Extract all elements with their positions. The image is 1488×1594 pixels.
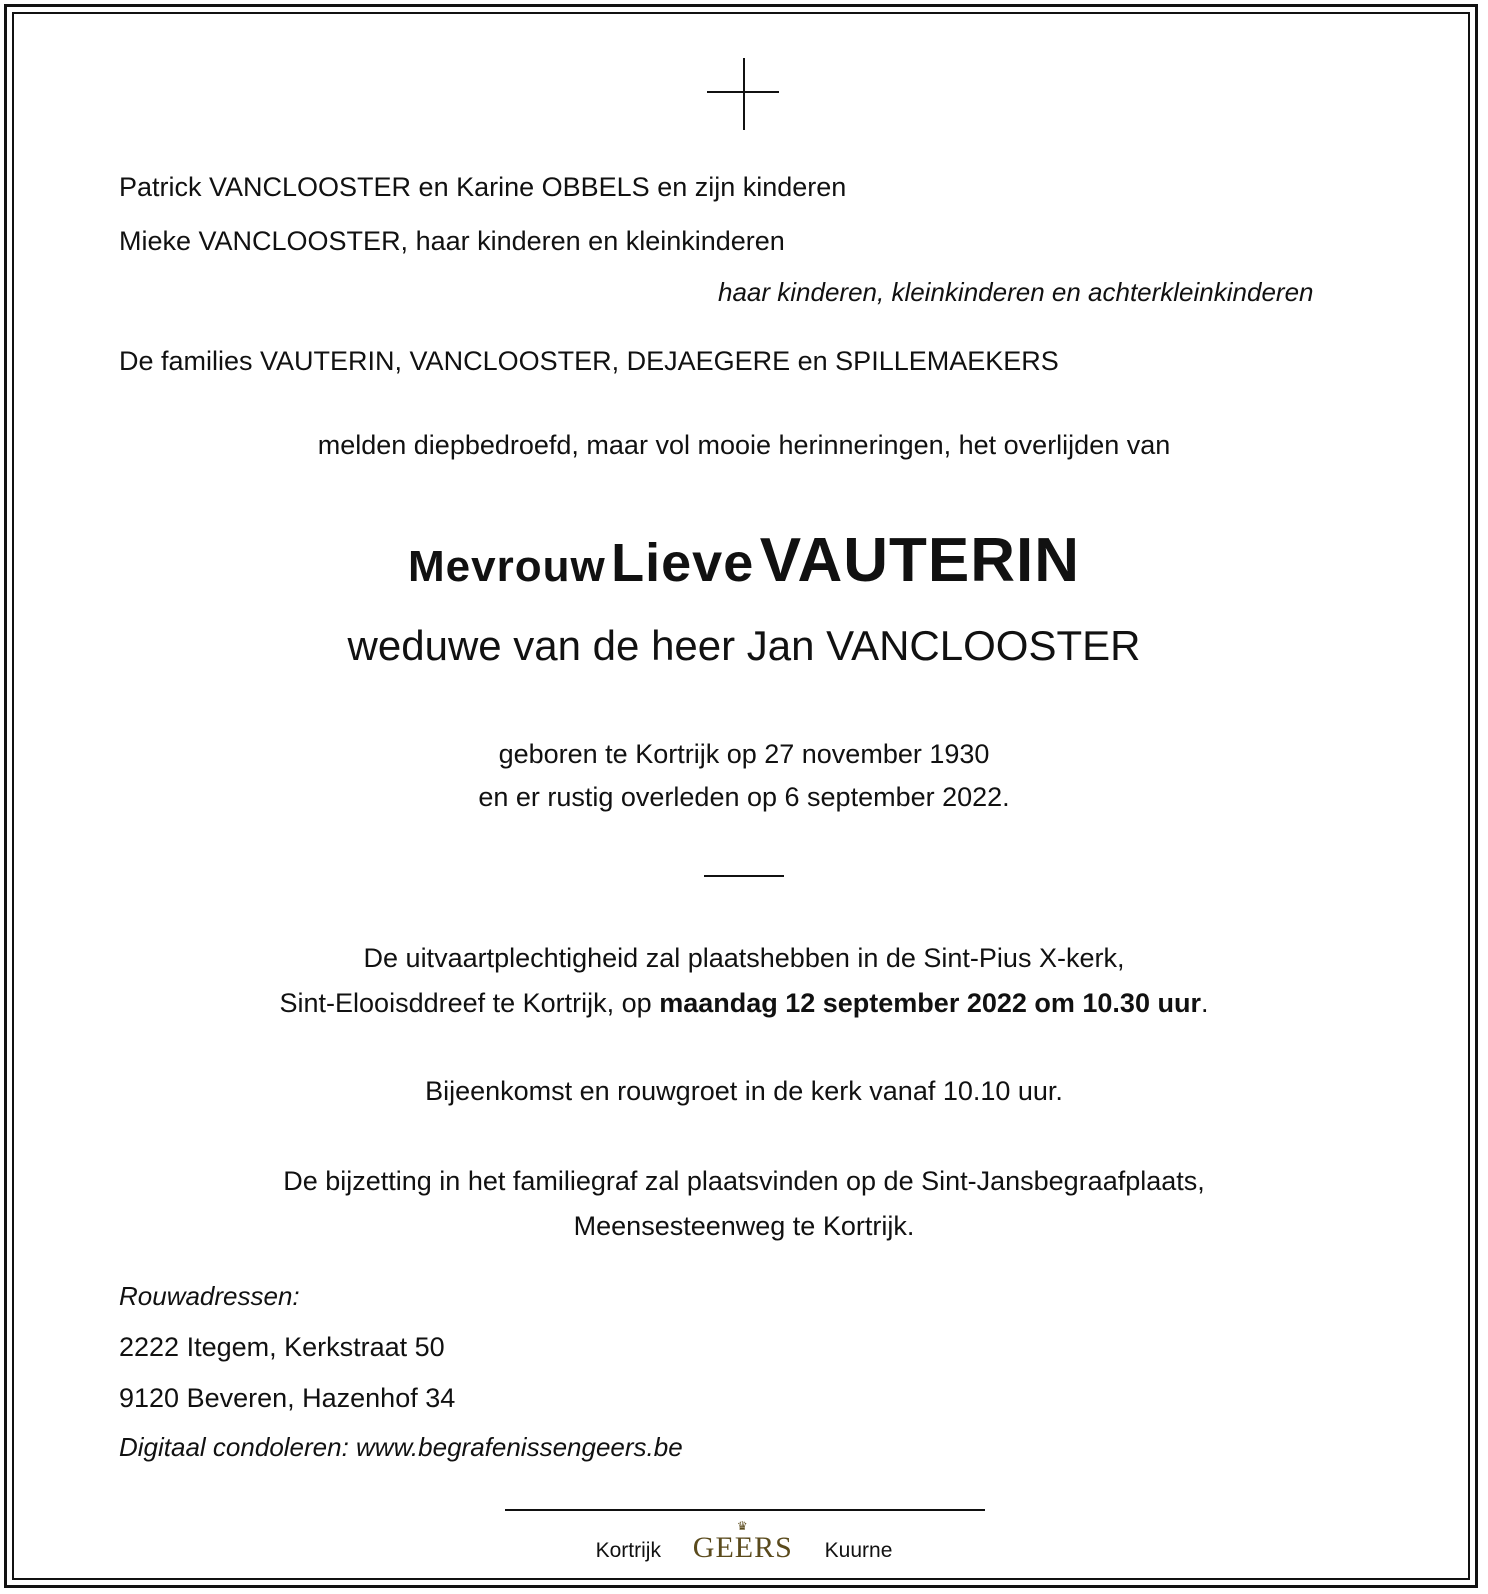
address-item: 2222 Itegem, Kerkstraat 50: [119, 1332, 445, 1362]
separator-short: [704, 875, 784, 877]
deceased-first-name: Lieve: [611, 533, 755, 593]
deceased-last-name: VAUTERIN: [759, 526, 1080, 595]
announcement: melden diepbedroefd, maar vol mooie herinneringen, het overlijden van: [317, 430, 1171, 460]
death-date: en er rustig overleden op 6 september 2022.: [478, 782, 1010, 812]
funeral-date-time: maandag 12 september 2022 om 10.30 uur: [659, 988, 1201, 1018]
footer-left: Kortrijk: [595, 1539, 661, 1562]
deceased-title: Mevrouw: [407, 542, 606, 591]
addresses-heading: Rouwadressen:: [119, 1281, 300, 1311]
footer: [0, 1519, 1488, 1565]
widow-of: weduwe van de heer Jan VANCLOOSTER: [347, 622, 1141, 669]
condolence-link[interactable]: Digitaal condoleren: www.begrafenissengeers.be: [119, 1432, 683, 1462]
gathering-info: Bijeenkomst en rouwgroet in de kerk vanaf 10.10 uur.: [425, 1076, 1063, 1106]
family-line-4: De families VAUTERIN, VANCLOOSTER, DEJAEGERE en SPILLEMAEKERS: [119, 346, 1059, 376]
address-item: 9120 Beveren, Hazenhof 34: [119, 1383, 456, 1413]
deceased-name: [0, 525, 1488, 596]
separator-long: [505, 1509, 985, 1511]
burial-line-2: Meensesteenweg te Kortrijk.: [573, 1211, 915, 1241]
burial-line-1: De bijzetting in het familiegraf zal plaatsvinden op de Sint-Jansbegraafplaats,: [283, 1166, 1205, 1196]
family-line-3: haar kinderen, kleinkinderen en achterkleinkinderen: [718, 277, 1314, 307]
family-line-2: Mieke VANCLOOSTER, haar kinderen en kleinkinderen: [119, 226, 785, 256]
funeral-line-2: Sint-Elooisddreef te Kortrijk, op maandag 12 september 2022 om 10.30 uur.: [279, 988, 1209, 1018]
geers-logo: ♛ GEERS: [692, 1519, 793, 1564]
birth-date: geboren te Kortrijk op 27 november 1930: [498, 739, 990, 769]
footer-right: Kuurne: [824, 1539, 893, 1562]
crown-icon: ♛: [736, 1519, 749, 1533]
family-line-1: Patrick VANCLOOSTER en Karine OBBELS en zijn kinderen: [119, 172, 847, 202]
funeral-line-1: De uitvaartplechtigheid zal plaatshebben in de Sint-Pius X-kerk,: [363, 943, 1125, 973]
